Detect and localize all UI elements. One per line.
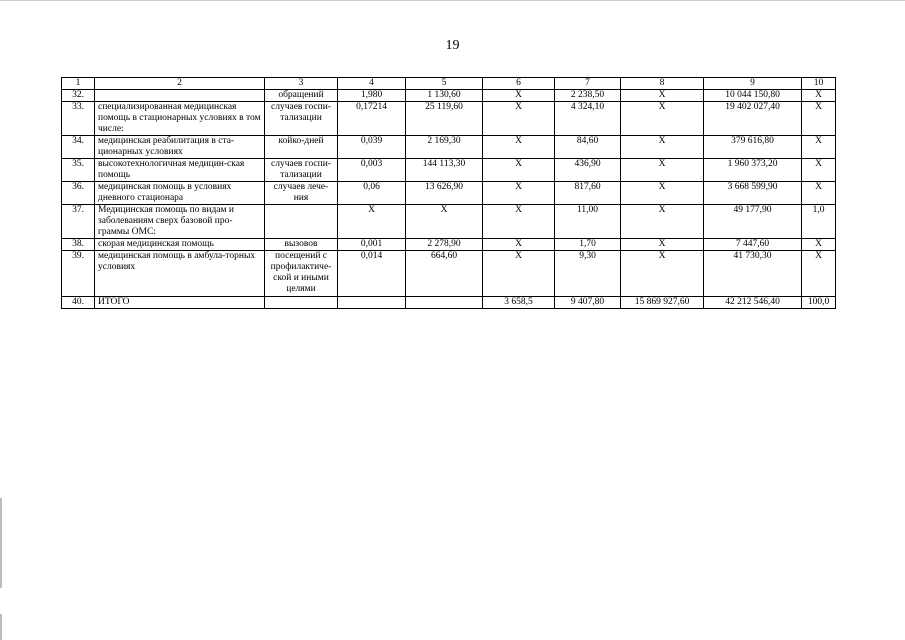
table-cell: 0,17214 [338,102,406,136]
table-cell: X [621,205,704,239]
table-cell [265,205,338,239]
table-cell: X [483,239,555,251]
table-cell: 100,0 [802,297,836,309]
table-cell: 11,00 [555,205,621,239]
table-cell: вызовов [265,239,338,251]
table-cell: X [406,205,483,239]
table-cell: 25 119,60 [406,102,483,136]
table-cell: 1,70 [555,239,621,251]
table-cell: 19 402 027,40 [704,102,802,136]
table-cell: медицинская помощь в амбула-торных условиях [95,251,265,297]
table-cell: X [802,90,836,102]
table-cell: X [802,102,836,136]
table-cell: 32. [62,90,95,102]
table-cell: высокотехнологичная медицин-ская помощь [95,159,265,182]
table-cell: случаев госпи-тализации [265,159,338,182]
scan-edge-mark [0,498,2,588]
table-cell: 37. [62,205,95,239]
table-row [62,159,836,182]
table-cell: X [621,239,704,251]
table-cell: 436,90 [555,159,621,182]
table-cell: 2 238,50 [555,90,621,102]
scan-edge-mark [0,614,2,640]
table-cell: ИТОГО [95,297,265,309]
column-header: 2 [95,78,265,90]
table-cell [406,297,483,309]
table-cell: 4 324,10 [555,102,621,136]
table-cell: обращений [265,90,338,102]
table-cell: 1 960 373,20 [704,159,802,182]
table-cell: X [802,182,836,205]
table-cell: 379 616,80 [704,136,802,159]
column-header: 10 [802,78,836,90]
table-cell: 41 730,30 [704,251,802,297]
table-cell: скорая медицинская помощь [95,239,265,251]
table-cell: 0,039 [338,136,406,159]
table-cell: 817,60 [555,182,621,205]
page-number: 19 [445,38,460,53]
column-header: 9 [704,78,802,90]
table-cell: 0,001 [338,239,406,251]
page-top-edge [0,0,905,5]
table-cell: 144 113,30 [406,159,483,182]
table-cell: X [483,159,555,182]
table-cell: X [483,136,555,159]
table-cell: 9 407,80 [555,297,621,309]
table-cell: 0,014 [338,251,406,297]
table-cell: 38. [62,239,95,251]
column-header: 4 [338,78,406,90]
table-row [62,182,836,205]
table-cell: X [802,136,836,159]
table-cell: X [621,102,704,136]
table-cell: 2 278,90 [406,239,483,251]
table-row [62,90,836,102]
table-cell: 0,06 [338,182,406,205]
table-row [62,205,836,239]
table-cell: 3 668 599,90 [704,182,802,205]
table-row [62,251,836,297]
table-cell: 0,003 [338,159,406,182]
table-cell: X [621,251,704,297]
column-header: 8 [621,78,704,90]
table-cell: 10 044 150,80 [704,90,802,102]
table-cell: 33. [62,102,95,136]
table-cell [338,297,406,309]
table-cell: X [338,205,406,239]
table-cell: X [621,90,704,102]
table-cell: X [802,251,836,297]
table-cell: 49 177,90 [704,205,802,239]
table-row [62,239,836,251]
table-cell: 15 869 927,60 [621,297,704,309]
table-row [62,102,836,136]
table-cell: X [483,102,555,136]
table-cell: 664,60 [406,251,483,297]
table-cell: 84,60 [555,136,621,159]
table-cell: 34. [62,136,95,159]
table-cell: 9,30 [555,251,621,297]
table-cell: случаев госпи-тализации [265,102,338,136]
table-cell: X [802,239,836,251]
table-cell: 40. [62,297,95,309]
table-cell: X [621,159,704,182]
table-cell: X [483,205,555,239]
column-header: 5 [406,78,483,90]
table-cell: X [621,182,704,205]
column-header: 3 [265,78,338,90]
table-cell [265,297,338,309]
table-cell: 1,980 [338,90,406,102]
table-cell: X [802,159,836,182]
table-cell: 1 130,60 [406,90,483,102]
table-cell: медицинская помощь в условиях дневного стационара [95,182,265,205]
table-cell: Медицинская помощь по видам и заболеваниям сверх базовой про-граммы ОМС: [95,205,265,239]
table-header-row [62,78,836,90]
table-cell: посещений с профилактиче-ской и иными целями [265,251,338,297]
table-cell: X [483,182,555,205]
table-cell: 1,0 [802,205,836,239]
table-cell: 3 658,5 [483,297,555,309]
table-cell: X [621,136,704,159]
table-row [62,136,836,159]
table-cell: X [483,90,555,102]
table-cell: 36. [62,182,95,205]
table-row [62,297,836,309]
column-header: 6 [483,78,555,90]
table-cell: 13 626,90 [406,182,483,205]
table-cell: 7 447,60 [704,239,802,251]
data-table [61,77,836,309]
table-cell: 39. [62,251,95,297]
table-cell [95,90,265,102]
column-header: 1 [62,78,95,90]
table-cell: медицинская реабилитация в ста-ционарных условиях [95,136,265,159]
table-cell: койко-дней [265,136,338,159]
table-cell: специализированная медицинская помощь в стационарных условиях в том числе: [95,102,265,136]
table-cell: случаев лече-ния [265,182,338,205]
column-header: 7 [555,78,621,90]
table-cell: 2 169,30 [406,136,483,159]
table-cell: X [483,251,555,297]
table-cell: 42 212 546,40 [704,297,802,309]
table-cell: 35. [62,159,95,182]
